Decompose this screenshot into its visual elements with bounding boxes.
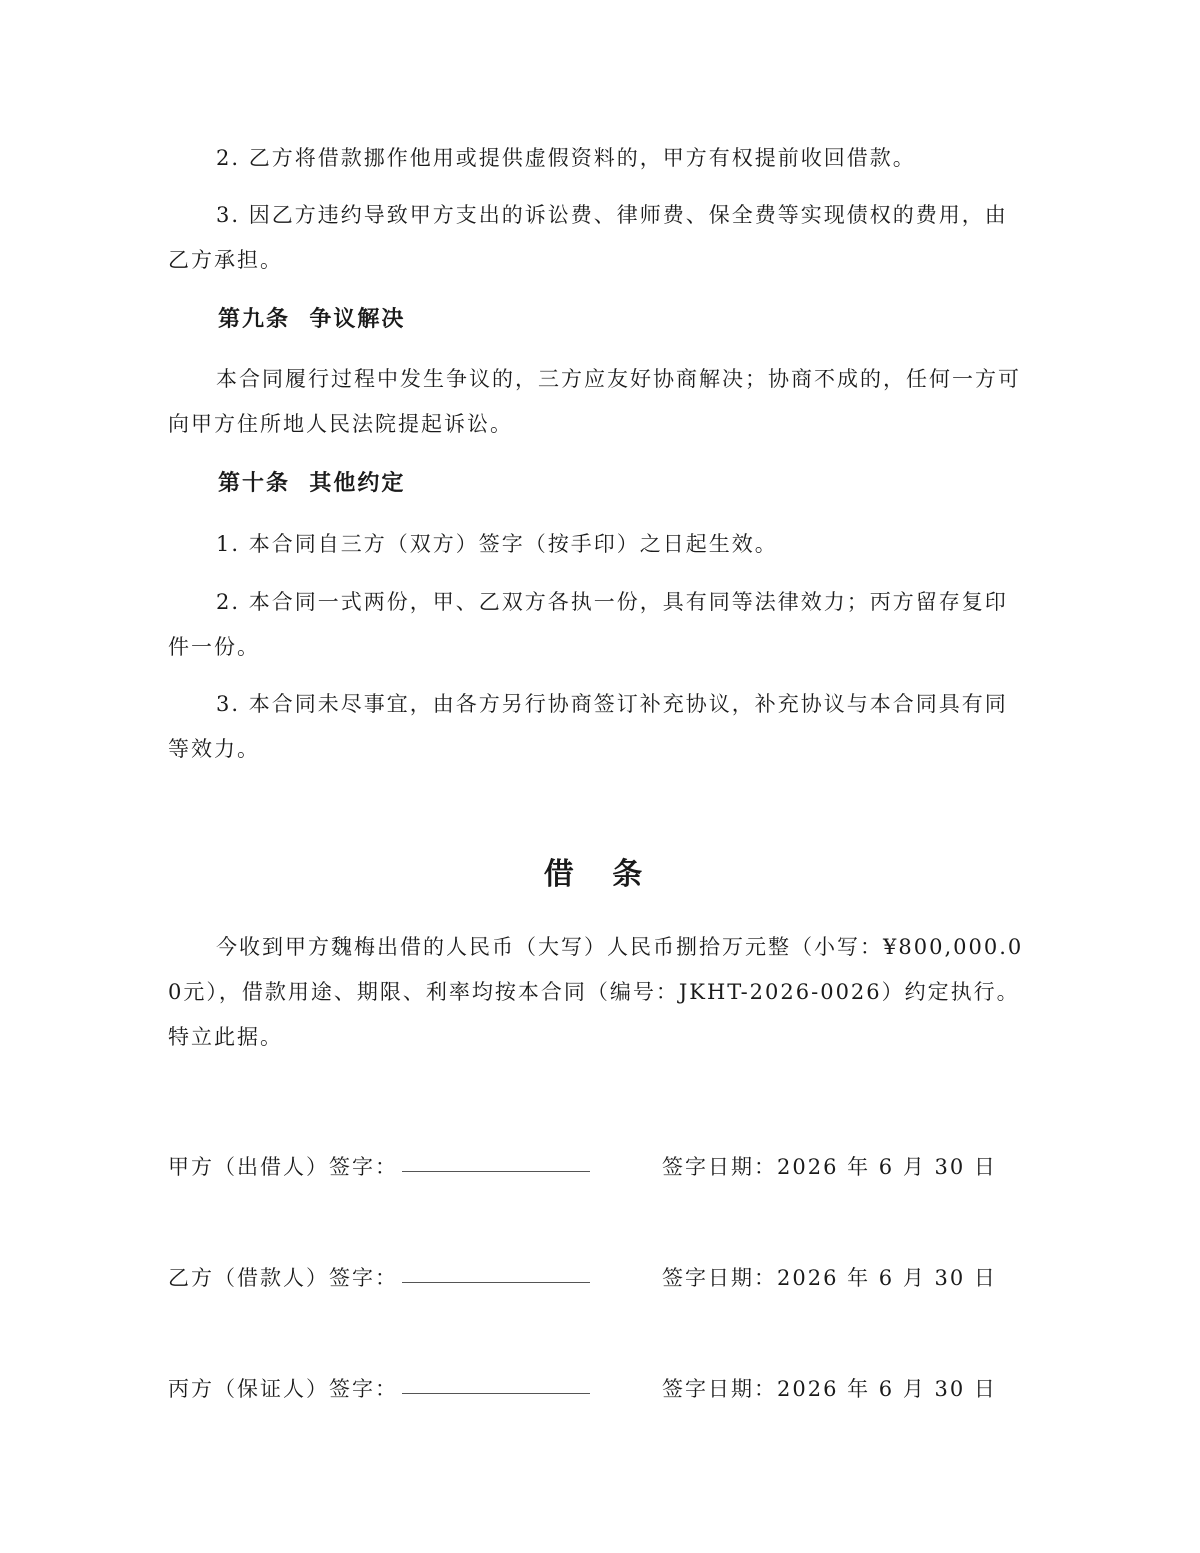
article-10-item-1: 1. 本合同自三方（双方）签字（按手印）之日起生效。	[216, 532, 778, 556]
article-10-heading: 第十条 其他约定	[218, 470, 406, 496]
signature-line	[402, 1282, 590, 1283]
signature-label: 丙方（保证人）签字：	[168, 1377, 398, 1401]
clause-item-2: 2. 乙方将借款挪作他用或提供虚假资料的，甲方有权提前收回借款。	[216, 146, 916, 170]
article-9-body: 本合同履行过程中发生争议的，三方应友好协商解决；协商不成的，任何一方可向甲方住所地人民法院提起诉讼。	[168, 367, 1021, 436]
article-9-heading: 第九条 争议解决	[218, 306, 406, 332]
article-10-item-2: 2. 本合同一式两份，甲、乙双方各执一份，具有同等法律效力；丙方留存复印件一份。	[168, 590, 1008, 659]
iou-title: 借 条	[543, 857, 657, 892]
clause-item-3: 3. 因乙方违约导致甲方支出的诉讼费、律师费、保全费等实现债权的费用，由乙方承担。	[168, 203, 1008, 272]
signature-label: 甲方（出借人）签字：	[168, 1155, 398, 1179]
signature-row-guarantor	[168, 1367, 1048, 1412]
signature-date: 签字日期：2026 年 6 月 30 日	[662, 1266, 997, 1290]
signature-date: 签字日期：2026 年 6 月 30 日	[662, 1377, 997, 1401]
iou-body: 今收到甲方魏梅出借的人民币（大写）人民币捌拾万元整（小写：¥800,000.00元），借款用途、期限、利率均按本合同（编号：JKHT-2026-0026）约定执行。特立此据。	[168, 935, 1024, 1049]
signature-row-borrower	[168, 1256, 1048, 1301]
signature-date: 签字日期：2026 年 6 月 30 日	[662, 1155, 997, 1179]
signature-line	[402, 1393, 590, 1394]
signature-line	[402, 1171, 590, 1172]
article-10-item-3: 3. 本合同未尽事宜，由各方另行协商签订补充协议，补充协议与本合同具有同等效力。	[168, 692, 1008, 761]
signature-row-lender	[168, 1145, 1048, 1190]
signature-label: 乙方（借款人）签字：	[168, 1266, 398, 1290]
